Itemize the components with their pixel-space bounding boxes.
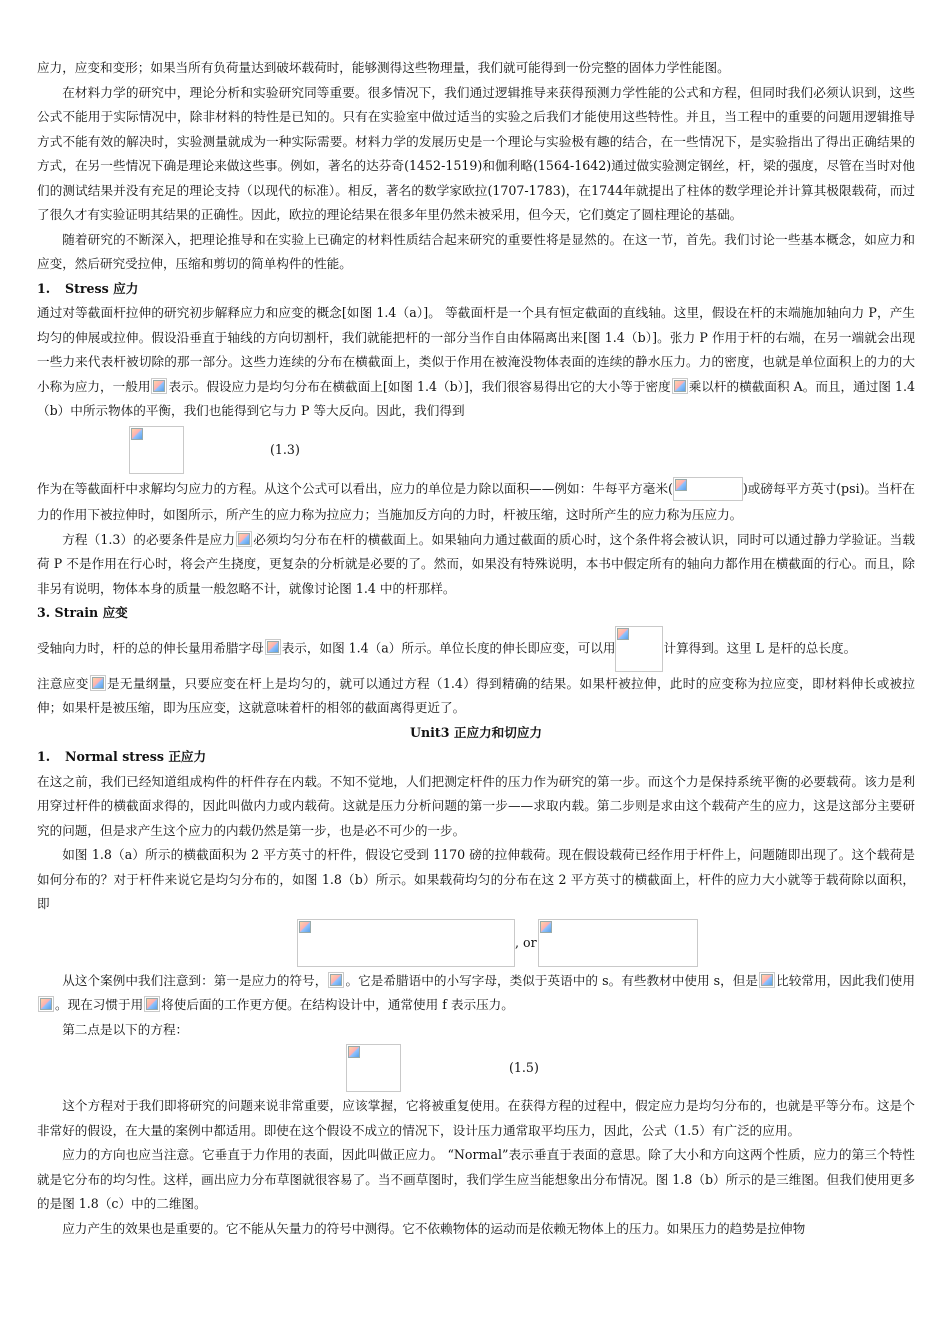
broken-image-icon (130, 427, 146, 443)
paragraph-text: 作为在等截面杆中求解均匀应力的方程。从这个公式可以看出，应力的单位是力除以面积——例如：牛每平方毫米( (37, 480, 673, 496)
document-page (37, 56, 915, 1241)
paragraph: 第二点是以下的方程： (62, 1021, 189, 1037)
equation-number: (1.3) (270, 441, 300, 457)
equation-image (346, 1044, 401, 1092)
paragraph: 应力产生的效果也是重要的。它不能从矢量力的符号中测得。它不依赖物体的运动而是依赖无物体上的压力。如果压力的趋势是拉伸物 (62, 1220, 806, 1236)
paragraph (37, 528, 915, 602)
equation-line (37, 1042, 915, 1094)
paragraph-text: 必须均匀分布在杆的横截面上。如果轴向力通过截面的质心时，这个条件将会被认识，同时可以通过静力学验证。当载荷 P 不是作用在行心时，将会产生挠度，更复杂的分析就是必要的了。然而，如果没有特殊说明，本书中假定所有的轴向力都作用在横截面的行心。而且，除非另有说明，物体本身的质量一般忽略不计，就像讨论图 1.4 中的杆那样。 (37, 531, 916, 596)
paragraph-text: 从这个案例中我们注意到：第一是应力的符号， (62, 972, 328, 988)
paragraph-text: 表示，如图 1.4（a）所示。单位长度的伸长即应变，可以用 (281, 640, 616, 655)
broken-image-icon (347, 1045, 363, 1061)
section-heading (37, 745, 915, 770)
equation-image (615, 626, 663, 672)
paragraph-text: 注意应变 (37, 675, 89, 691)
section-title: Stress 应力 (65, 280, 139, 296)
paragraph: 应力，应变和变形；如果当所有负荷量达到破坏载荷时，能够测得这些物理量，我们就可能得到一份完整的固体力学性能图。 (37, 60, 730, 75)
paragraph (37, 969, 915, 1018)
paragraph-text: 乘以杆的横截面积 A。而且，通过图 1.4（b）中所示物体的平衡，我们也能得到它与力 P 等大反向。因此，我们得到 (37, 378, 916, 418)
section-title: Normal stress 正应力 (65, 749, 207, 764)
paragraph-text: 通过对等截面杆拉伸的研究初步解释应力和应变的概念[如图 1.4（a）]。 等截面杆是一个具有恒定截面的直线轴。这里，假设在杆的末端施加轴向力 P，产生均匀的伸展或拉伸。假设沿垂直于轴线的方向切割杆，我们就能把杆的一部分当作自由体隔离出来[图 1.4（b）]。张力 P 作用于杆的右端，在另一端就会出现一些力来代表杆被切除的那一部分。这些力连续的分布在横截面上，类似于作用在被淹没物体表面的连续的静水压力。力的密度，也就是单位面积上的力的大小称为应力，一般用 (37, 305, 915, 394)
paragraph: 在材料力学的研究中，理论分析和实验研究同等重要。很多情况下，我们通过逻辑推导来获得预测力学性能的公式和方程，但同时我们必须认识到，这些公式不能用于实际情况中，除非材料的特性是已知的。只有在实验室中做过适当的实验之后我们才能使用这些特性。并且，当工程中的重要的问题用逻辑推导方式不能有效的解决时，实验测量就成为一种实际需要。材料力学的发展历史是一个理论与实验极有趣的结合，在一些情况下，是实验指出了得出正确结果的方式，在另一些情况下确是理论来做这些事。例如，著名的达芬奇(1452-1519)和伽利略(1564-1642)通过做实验测定钢丝，杆，梁的强度，尽管在当时对他们的测试结果并没有充足的理论支持（以现代的标准）。相反，著名的数学家欧拉(1707-1783)，在1744年就提出了柱体的数学理论并计算其极限载荷，而过了很久才有实验证明其结果的正确性。因此，欧拉的理论结果在很多年里仍然未被采用，但今天，它们奠定了圆柱理论的基础。 (37, 84, 915, 222)
paragraph-text: )或磅每平方英寸(psi)。当杆在力的作用下被拉伸时，如图所示，所产生的应力称为拉应力；当施加反方向的力时，杆被压缩，这时所产生的应力称为压应力。 (37, 480, 915, 522)
equation-image (297, 919, 515, 967)
section-title: Strain 应变 (54, 605, 128, 620)
paragraph-text: 是无量纲量，只要应变在杆上是均匀的，就可以通过方程（1.4）得到精确的结果。如果杆被拉伸，此时的应变称为拉应变，即材料伸长或被拉伸；如果杆是被压缩，即为压应变，这就意味着杆的相邻的截面离得更近了。 (37, 675, 915, 715)
section-heading (37, 277, 915, 302)
equation-line (37, 917, 915, 969)
broken-image-icon (236, 531, 252, 547)
broken-image-icon (151, 378, 167, 394)
paragraph-text: 将使后面的工作更方便。在结构设计中，通常使用 f 表示压力。 (161, 997, 514, 1012)
section-heading (37, 601, 915, 626)
paragraph: 应力的方向也应当注意。它垂直于力作用的表面，因此叫做正应力。 “Normal”表示垂直于表面的意思。除了大小和方向这两个性质，应力的第三个特性就是它分布的均匀性。这样，画出应力分布草图就很容易了。当不画草图时，我们学生应当能想象出分布情况。图 1.8（b）所示的是三维图。但我们使用更多的是图 1.8（c）中的二维图。 (37, 1147, 915, 1211)
equation-number: (1.5) (509, 1060, 539, 1075)
paragraph (37, 301, 915, 424)
broken-image-icon (328, 972, 344, 988)
unit-title: Unit3 正应力和切应力 (409, 724, 543, 740)
broken-image-icon (674, 478, 690, 494)
paragraph: 如图 1.8（a）所示的横截面积为 2 平方英寸的杆件，假设它受到 1170 磅的拉伸载荷。现在假设载荷已经作用于杆件上，问题随即出现了。这个载荷是如何分布的？对于杆件来说它是均匀分布的，如图 1.8（b）所示。如果载荷均匀的分布在这 2 平方英寸的横截面上，杆件的应力大小就等于载荷除以面积，即 (37, 847, 915, 911)
broken-image-icon (298, 920, 314, 936)
broken-image-icon (672, 378, 688, 394)
paragraph (37, 672, 915, 721)
equation-image (538, 919, 698, 967)
paragraph: 在这之前，我们已经知道组成构件的杆件存在内载。不知不觉地，人们把测定杆件的压力作为研究的第一步。而这个力是保持系统平衡的必要载荷。该力是利用穿过杆件的横截面求得的，因此叫做内力或内载荷。这就是压力分析问题的第一步——求取内载。第二步则是求由这个载荷产生的应力，这是这部分主要研究的问题，但是求产生这个应力的内载仍然是第一步，也是必不可少的一步。 (37, 773, 915, 838)
broken-image-icon (38, 996, 54, 1012)
broken-image-icon (90, 675, 106, 691)
equation-separator: , or (515, 934, 537, 950)
paragraph-text: 方程（1.3）的必要条件是应力 (62, 531, 236, 547)
broken-image-icon (144, 996, 160, 1012)
paragraph-text: 。现在习惯于用 (55, 997, 144, 1012)
paragraph-text: 比较常用，因此我们使用 (776, 972, 916, 988)
paragraph-text: 受轴向力时，杆的总的伸长量用希腊字母 (37, 640, 264, 655)
section-number: 3. (37, 605, 51, 620)
paragraph (37, 476, 915, 528)
section-number: 1. (37, 749, 51, 764)
section-number: 1. (37, 280, 51, 296)
broken-image-icon (616, 627, 632, 643)
broken-image-icon (265, 639, 281, 655)
paragraph: 这个方程对于我们即将研究的问题来说非常重要，应该掌握，它将被重复使用。在获得方程的过程中，假定应力是均匀分布的，也就是平等分布。这是个非常好的假设，在大量的案例中都适用。即使在这个假设不成立的情况下，设计压力通常取平均压力，因此，公式（1.5）有广泛的应用。 (37, 1098, 915, 1138)
paragraph-text: 表示。假设应力是均匀分布在横截面上[如图 1.4（b）]，我们很容易得出它的大小等于密度 (168, 378, 671, 394)
equation-line (37, 424, 915, 476)
equation-image (129, 426, 184, 474)
paragraph (37, 626, 915, 672)
paragraph-text: 。它是希腊语中的小写字母，类似于英语中的 s。有些教材中使用 s，但是 (345, 972, 759, 988)
paragraph: 随着研究的不断深入，把理论推导和在实验上已确定的材料性质结合起来研究的重要性将是显然的。在这一节，首先。我们讨论一些基本概念，如应力和应变，然后研究受拉伸，压缩和剪切的简单构件的性能。 (37, 231, 915, 271)
paragraph-text: 计算得到。这里 L 是杆的总长度。 (663, 640, 857, 655)
broken-image-icon (539, 920, 555, 936)
unit-image (673, 477, 743, 501)
broken-image-icon (759, 972, 775, 988)
